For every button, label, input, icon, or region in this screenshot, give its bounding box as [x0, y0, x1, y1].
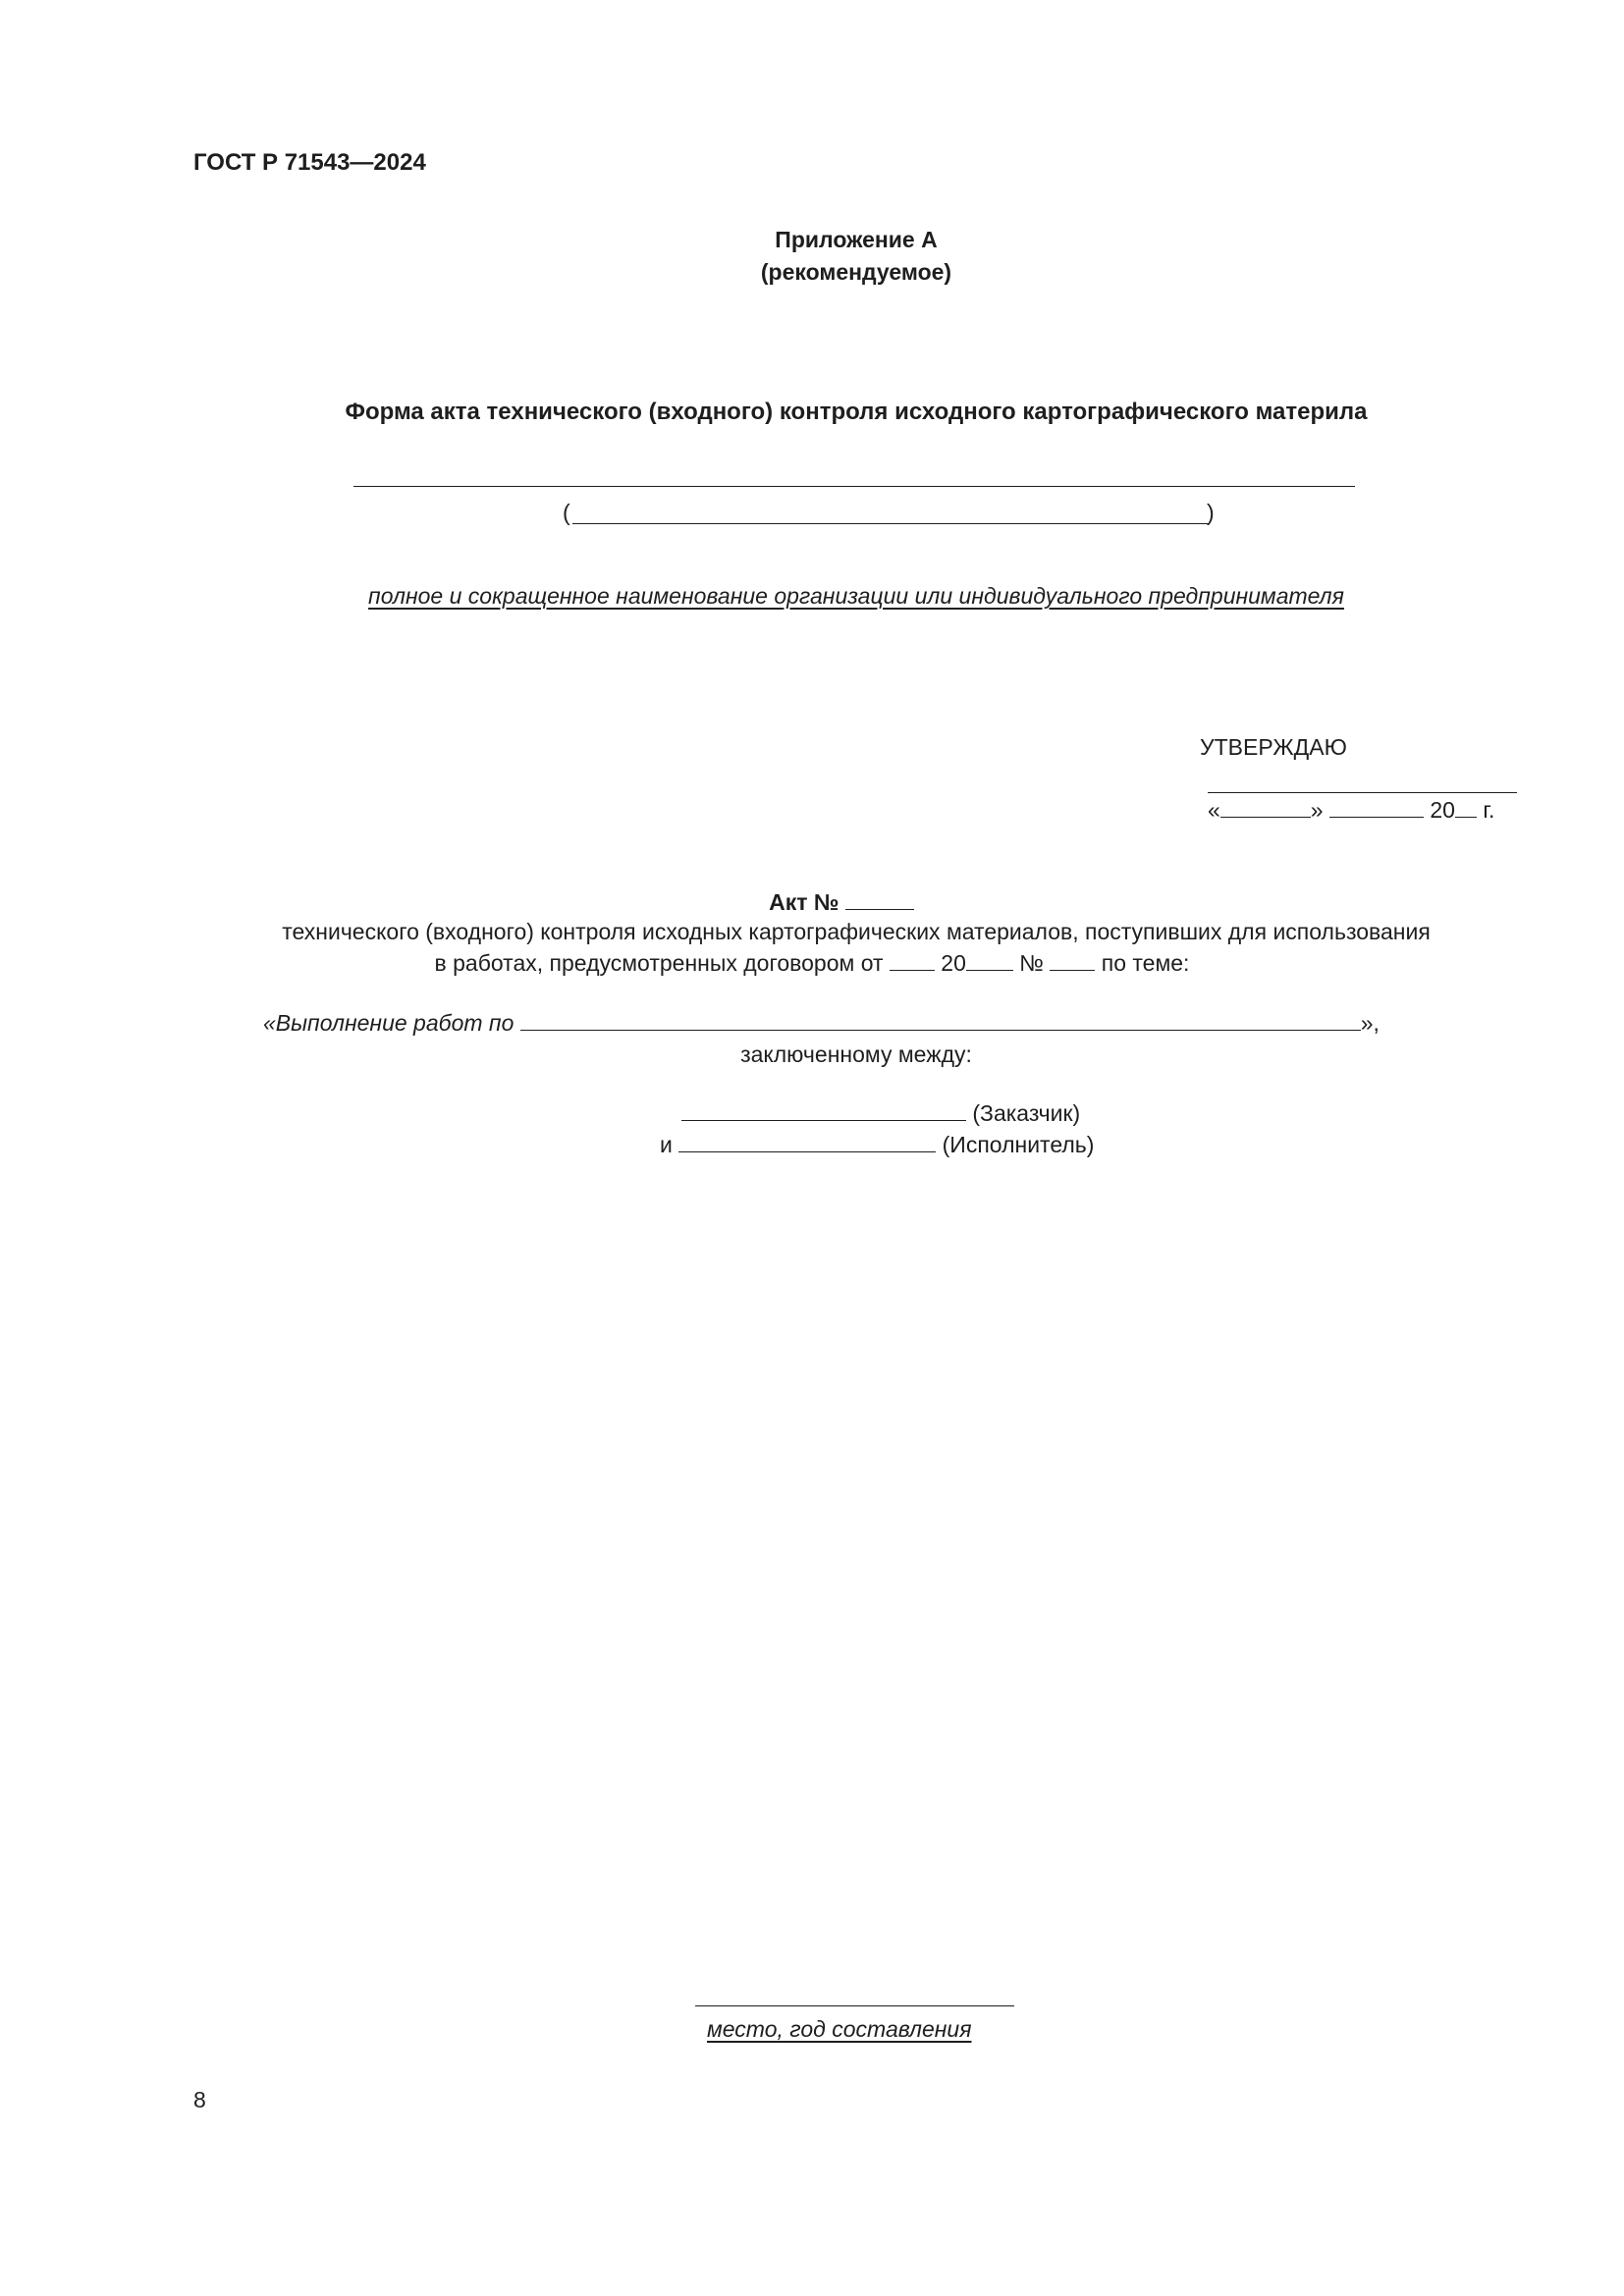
theme-suffix: »,: [1360, 1010, 1380, 1036]
number-sign: №: [1019, 950, 1044, 976]
appendix-status: (рекомендуемое): [760, 259, 952, 285]
month-blank: [1329, 816, 1424, 818]
customer-line: [681, 1100, 1080, 1127]
form-title: Форма акта технического (входного) контроля исходного картографического материла: [345, 399, 1368, 425]
theme-label: по теме:: [1101, 950, 1190, 976]
org-caption: полное и сокращенное наименование организации или индивидуального предпринимателя: [368, 583, 1344, 609]
date-open-quote: «: [1208, 797, 1220, 823]
act-line-2: [0, 950, 1624, 977]
act-number-blank: [845, 908, 914, 910]
standard-code: ГОСТ Р 71543—2024: [193, 149, 426, 176]
date-close-quote: »: [1310, 797, 1324, 823]
act-title-label: Акт №: [769, 889, 839, 915]
contractor-line: [660, 1132, 1094, 1158]
approval-label: УТВЕРЖДАЮ: [1200, 734, 1347, 760]
and-word: и: [660, 1132, 673, 1157]
year-blank: [1455, 816, 1477, 818]
theme-blank: [520, 1029, 1361, 1031]
contract-date-blank: [890, 969, 935, 971]
contract-number-blank: [1050, 969, 1095, 971]
theme-line: [263, 1010, 1380, 1037]
approval-signature-line: [1208, 792, 1517, 793]
contractor-blank: [678, 1150, 936, 1152]
org-full-name-line: [353, 486, 1355, 487]
contract-year-blank: [966, 969, 1013, 971]
page-number: 8: [193, 2087, 206, 2112]
org-paren-open: (: [563, 500, 570, 525]
contractor-label: (Исполнитель): [942, 1132, 1095, 1157]
customer-label: (Заказчик): [972, 1100, 1081, 1126]
approval-date: [1208, 797, 1494, 824]
concluded-between: заключенному между:: [740, 1041, 972, 1067]
place-year-line: [695, 2005, 1014, 2006]
year-suffix: г.: [1483, 797, 1495, 823]
day-blank: [1220, 816, 1311, 818]
place-year-caption: место, год составления: [707, 2016, 972, 2042]
contract-text: в работах, предусмотренных договором от: [434, 950, 884, 976]
org-short-name-line: [572, 523, 1209, 524]
customer-blank: [681, 1119, 966, 1121]
year-prefix: 20: [1430, 797, 1455, 823]
org-paren-close: ): [1207, 500, 1215, 525]
contract-year-prefix: 20: [941, 950, 966, 976]
theme-prefix: «Выполнение работ по: [263, 1010, 514, 1036]
act-line-1: технического (входного) контроля исходных картографических материалов, поступивших для использования: [282, 919, 1431, 944]
appendix-title: Приложение А: [775, 227, 938, 252]
act-title: [0, 889, 1624, 916]
